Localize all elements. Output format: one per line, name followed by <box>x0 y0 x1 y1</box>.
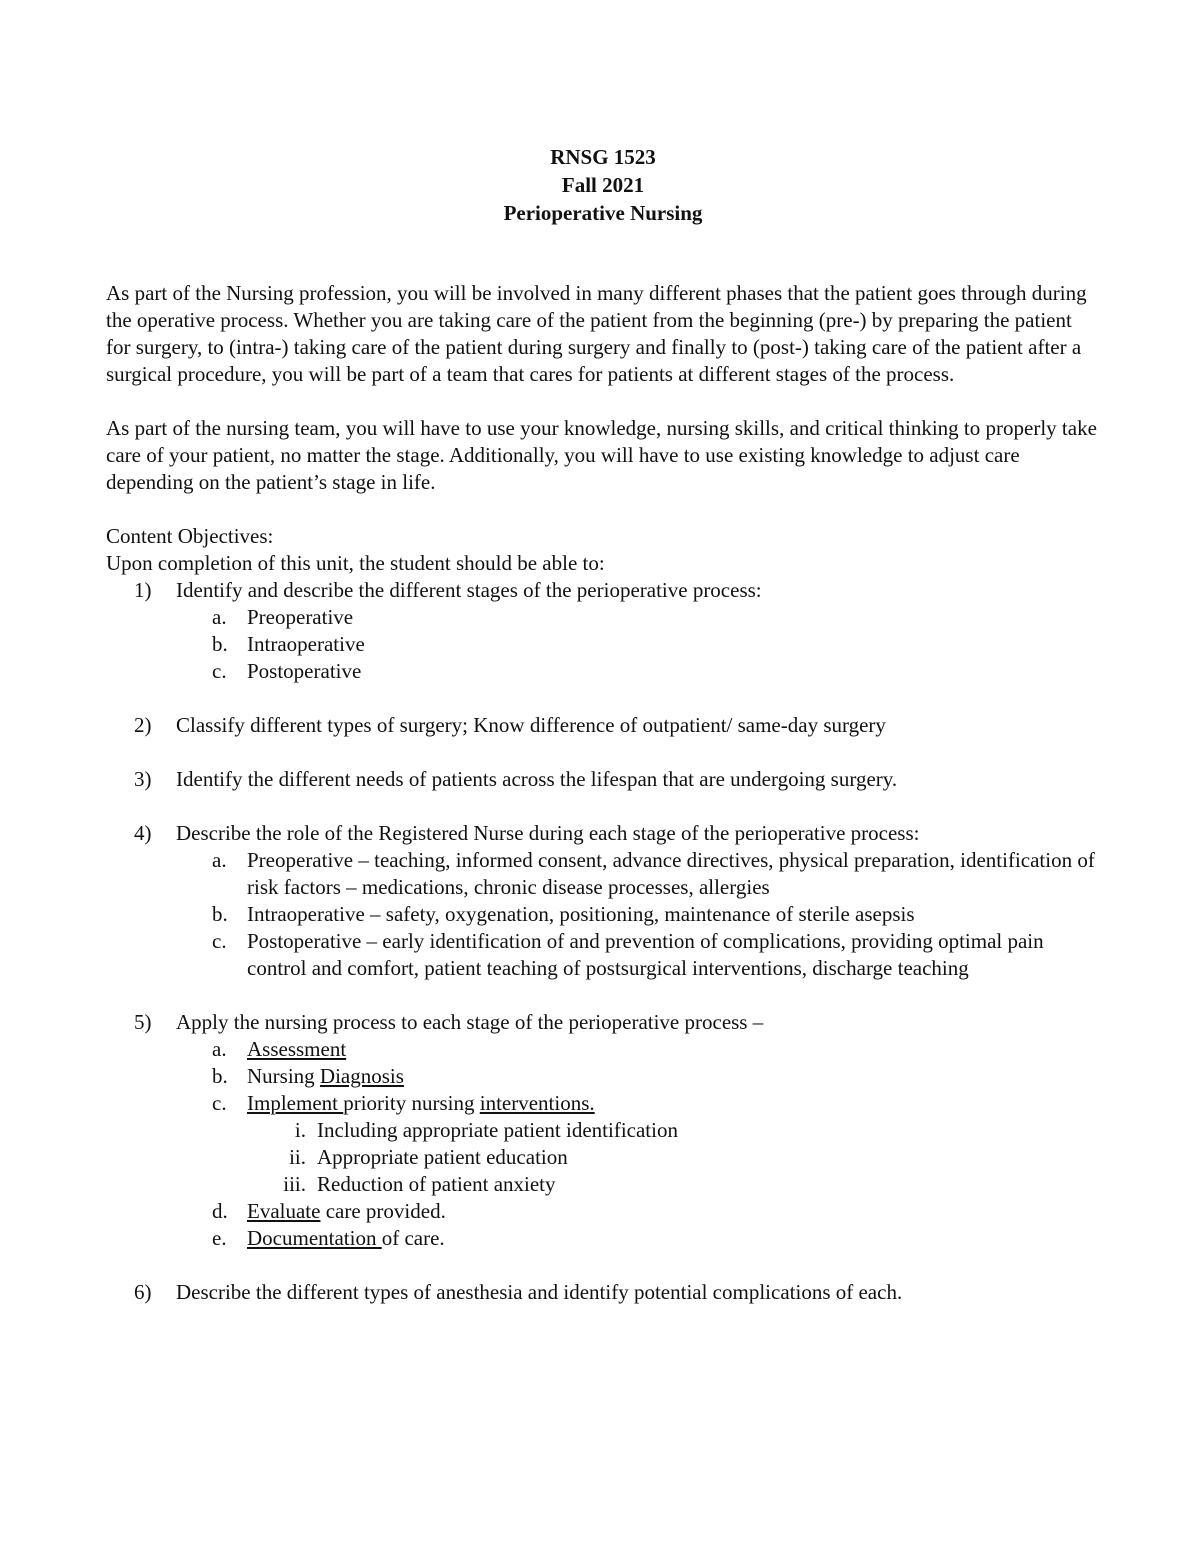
list-item-text: Preoperative – teaching, informed consent, advance directives, physical preparation, identification of risk factors – medications, chronic disease processes, allergies <box>247 848 1095 899</box>
objectives-heading: Content Objectives: <box>106 524 274 548</box>
objective-6 <box>106 1279 1100 1306</box>
list-marker: a. <box>212 605 227 629</box>
objective-number: 4) <box>134 821 152 845</box>
objective-text: Identify and describe the different stages of the perioperative process: <box>176 578 762 602</box>
objective-2 <box>106 712 1100 739</box>
objective-5 <box>106 1009 1100 1036</box>
list-marker: iii. <box>283 1172 306 1196</box>
intro-paragraph-1: As part of the Nursing profession, you will be involved in many different phases that the patient goes through during the operative process. Whether you are taking care of the patient from the beginning (pre-) by preparing the patient for surgery, to (intra-) taking care of the patient during surgery and finally to (post-) taking care of the patient after a surgical procedure, you will be part of a team that cares for patients at different stages of the process. <box>106 281 1087 386</box>
objectives-lead: Upon completion of this unit, the student should be able to: <box>106 551 605 575</box>
list-marker: b. <box>212 1064 228 1088</box>
term: Fall 2021 <box>561 173 645 197</box>
list-item-text: priority nursing <box>343 1091 480 1115</box>
list-item-text: Reduction of patient anxiety <box>317 1172 556 1196</box>
list-marker: c. <box>212 929 227 953</box>
list-item-text: Nursing <box>247 1064 320 1088</box>
list-item-text: Intraoperative – safety, oxygenation, positioning, maintenance of sterile asepsis <box>247 902 915 926</box>
objective-text: Classify different types of surgery; Know difference of outpatient/ same-day surgery <box>176 713 886 737</box>
objective-text: Describe the role of the Registered Nurse during each stage of the perioperative process: <box>176 821 920 845</box>
underlined-term: Evaluate <box>247 1199 321 1223</box>
list-marker: a. <box>212 848 227 872</box>
objective-number: 6) <box>134 1280 152 1304</box>
objective-text: Describe the different types of anesthesia and identify potential complications of each. <box>176 1280 903 1304</box>
objective-number: 3) <box>134 767 152 791</box>
list-marker: e. <box>212 1226 227 1250</box>
course-code: RNSG 1523 <box>550 145 656 169</box>
list-item <box>106 1198 1100 1225</box>
list-item <box>106 604 1100 631</box>
document-title: Perioperative Nursing <box>503 201 703 225</box>
list-marker: b. <box>212 632 228 656</box>
list-item <box>106 928 1100 982</box>
objective-number: 5) <box>134 1010 152 1034</box>
list-item <box>106 1171 1100 1198</box>
underlined-term: Diagnosis <box>319 1064 404 1088</box>
list-item-text: care provided. <box>320 1199 446 1223</box>
list-marker: d. <box>212 1199 228 1223</box>
list-item <box>106 847 1100 901</box>
list-marker: b. <box>212 902 228 926</box>
objective-text: Apply the nursing process to each stage of the perioperative process – <box>176 1010 764 1034</box>
list-item <box>106 1117 1100 1144</box>
list-item <box>106 1225 1100 1252</box>
underlined-term: Assessment <box>247 1037 347 1061</box>
list-marker: c. <box>212 1091 227 1115</box>
list-marker: c. <box>212 659 227 683</box>
list-item <box>106 1090 1100 1117</box>
list-item-text: Including appropriate patient identification <box>317 1118 678 1142</box>
list-item-text: Preoperative <box>247 605 354 629</box>
objective-number: 1) <box>134 578 152 602</box>
list-item <box>106 658 1100 685</box>
list-item <box>106 1063 1100 1090</box>
list-marker: ii. <box>289 1145 306 1169</box>
list-item <box>106 901 1100 928</box>
list-item-text: Appropriate patient education <box>317 1145 568 1169</box>
objective-number: 2) <box>134 713 152 737</box>
document-header <box>106 143 1100 227</box>
list-item-text: Postoperative – early identification of and prevention of complications, providing optimal pain control and comfort, patient teaching of postsurgical interventions, discharge teaching <box>247 929 1044 980</box>
underlined-term: Implement <box>247 1091 344 1115</box>
objective-text: Identify the different needs of patients across the lifespan that are undergoing surgery. <box>176 767 898 791</box>
list-marker: i. <box>294 1118 306 1142</box>
underlined-term: interventions. <box>479 1091 595 1115</box>
objective-1 <box>106 577 1100 604</box>
list-item-text: of care. <box>381 1226 445 1250</box>
list-item <box>106 1144 1100 1171</box>
underlined-term: Documentation <box>247 1226 382 1250</box>
list-item <box>106 1036 1100 1063</box>
objective-4 <box>106 820 1100 847</box>
list-marker: a. <box>212 1037 227 1061</box>
list-item-text: Intraoperative <box>247 632 365 656</box>
list-item-text: Postoperative <box>247 659 362 683</box>
intro-paragraph-2: As part of the nursing team, you will have to use your knowledge, nursing skills, and critical thinking to properly take care of your patient, no matter the stage. Additionally, you will have to use existing knowledge to adjust care depending on the patient’s stage in life. <box>106 416 1097 494</box>
objective-3 <box>106 766 1100 793</box>
list-item <box>106 631 1100 658</box>
